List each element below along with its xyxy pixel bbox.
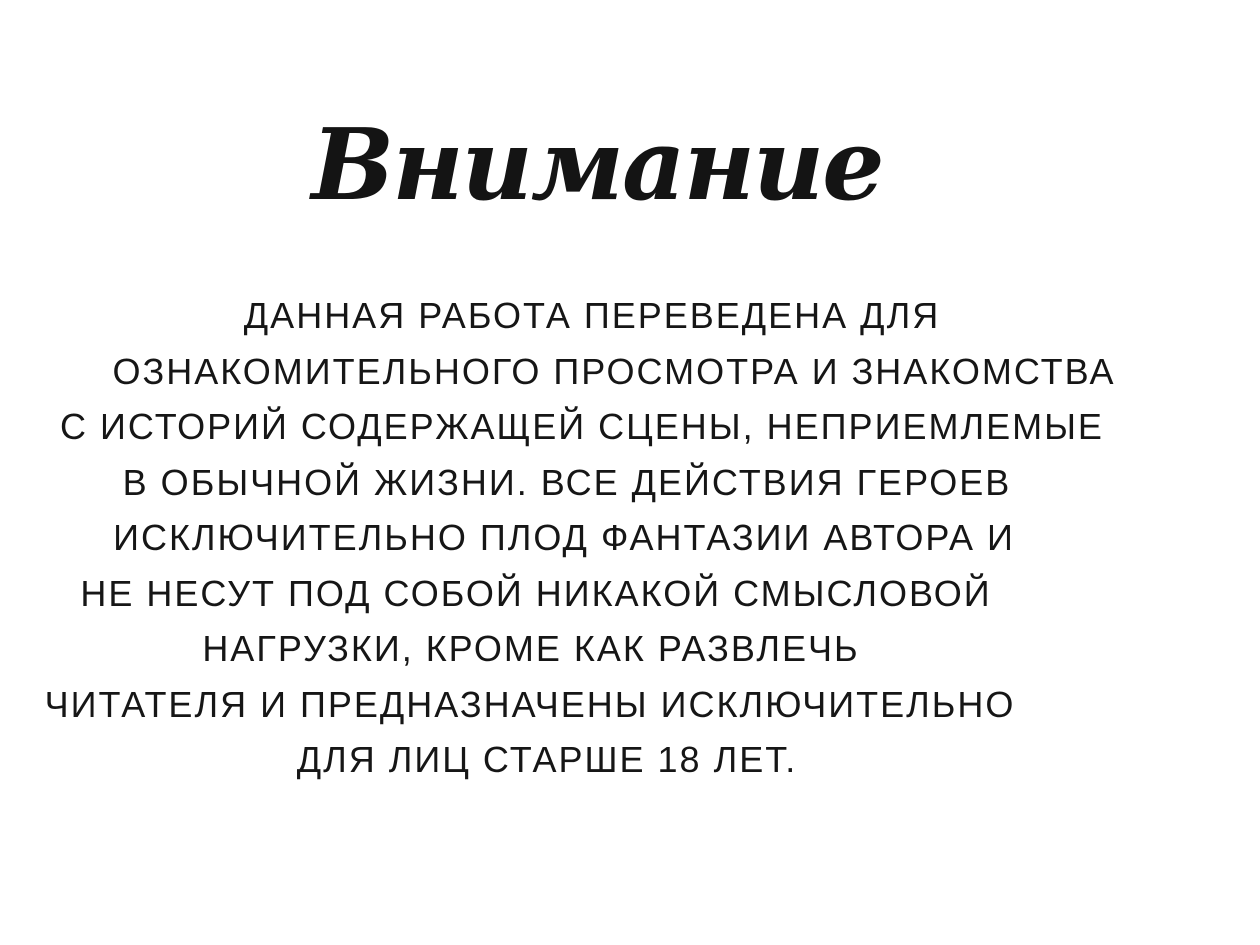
disclaimer-line: В ОБЫЧНОЙ ЖИЗНИ. ВСЕ ДЕЙСТВИЯ ГЕРОЕВ <box>122 461 1012 503</box>
disclaimer-line: НАГРУЗКИ, КРОМЕ КАК РАЗВЛЕЧЬ <box>202 628 860 669</box>
disclaimer-text-block <box>0 288 1260 788</box>
disclaimer-line: ИСКЛЮЧИТЕЛЬНО ПЛОД ФАНТАЗИИ АВТОРА И <box>113 517 1015 558</box>
disclaimer-line: ДАННАЯ РАБОТА ПЕРЕВЕДЕНА ДЛЯ <box>243 295 941 336</box>
disclaimer-line: ЧИТАТЕЛЯ И ПРЕДНАЗНАЧЕНЫ ИСКЛЮЧИТЕЛЬНО <box>44 683 1016 725</box>
disclaimer-line: ОЗНАКОМИТЕЛЬНОГО ПРОСМОТРА И ЗНАКОМСТВА <box>112 350 1116 392</box>
page-title: Внимание <box>311 108 883 223</box>
disclaimer-line: С ИСТОРИЙ СОДЕРЖАЩЕЙ СЦЕНЫ, НЕПРИЕМЛЕМЫЕ <box>60 406 1104 447</box>
disclaimer-line: ДЛЯ ЛИЦ СТАРШЕ 18 ЛЕТ. <box>296 739 798 780</box>
disclaimer-line: НЕ НЕСУТ ПОД СОБОЙ НИКАКОЙ СМЫСЛОВОЙ <box>80 572 992 614</box>
